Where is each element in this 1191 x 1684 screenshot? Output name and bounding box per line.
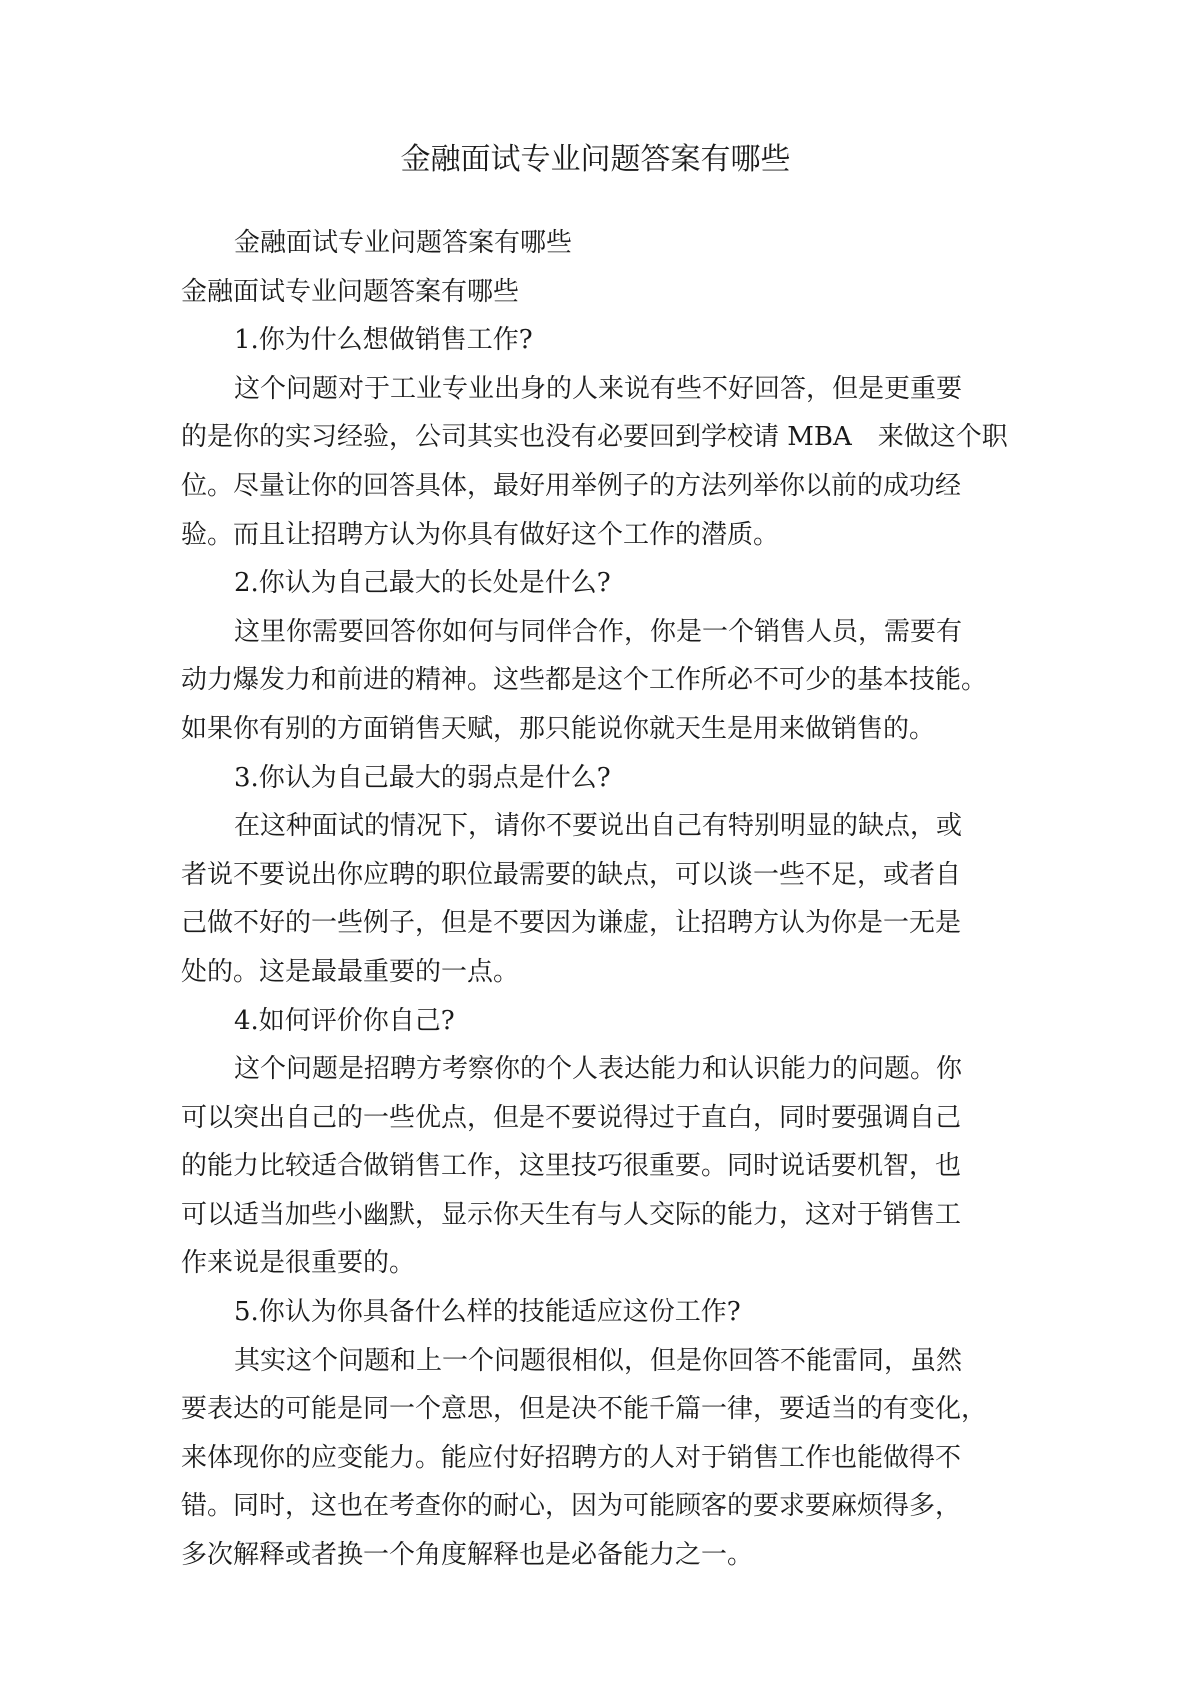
body-line: 错。同时，这也在考查你的耐心，因为可能顾客的要求要麻烦得多， xyxy=(181,1491,962,1522)
body-line: 动力爆发力和前进的精神。这些都是这个工作所必不可少的基本技能。 xyxy=(181,665,988,696)
question-heading: 3.你认为自己最大的弱点是什么? xyxy=(234,762,611,793)
body-line: 可以适当加些小幽默，显示你天生有与人交际的能力，这对于销售工 xyxy=(181,1199,962,1230)
body-line: 的是你的实习经验，公司其实也没有必要回到学校请 MBA 来做这个职 xyxy=(181,422,1008,453)
document-body xyxy=(181,219,1017,1580)
question-heading: 5.你认为你具备什么样的技能适应这份工作? xyxy=(234,1297,741,1328)
body-line: 金融面试专业问题答案有哪些 xyxy=(181,276,520,307)
body-line: 己做不好的一些例子，但是不要因为谦虚，让招聘方认为你是一无是 xyxy=(181,908,962,939)
document-title: 金融面试专业问题答案有哪些 xyxy=(400,142,791,177)
body-line: 如果你有别的方面销售天赋，那只能说你就天生是用来做销售的。 xyxy=(181,713,936,744)
body-line: 者说不要说出你应聘的职位最需要的缺点，可以谈一些不足，或者自 xyxy=(181,859,962,890)
body-line: 金融面试专业问题答案有哪些 xyxy=(234,228,573,258)
body-line: 来体现你的应变能力。能应付好招聘方的人对于销售工作也能做得不 xyxy=(181,1442,962,1473)
body-line: 这里你需要回答你如何与同伴合作，你是一个销售人员，需要有 xyxy=(234,616,963,647)
question-heading: 1.你为什么想做销售工作? xyxy=(234,325,533,356)
body-line: 位。尽量让你的回答具体，最好用举例子的方法列举你以前的成功经 xyxy=(181,470,962,501)
body-line: 要表达的可能是同一个意思，但是决不能千篇一律，要适当的有变化， xyxy=(181,1394,988,1425)
question-heading: 2.你认为自己最大的长处是什么? xyxy=(234,568,611,599)
question-heading: 4.如何评价你自己? xyxy=(234,1005,455,1036)
body-line: 可以突出自己的一些优点，但是不要说得过于直白，同时要强调自己 xyxy=(181,1102,962,1133)
body-line: 多次解释或者换一个角度解释也是必备能力之一。 xyxy=(181,1540,754,1571)
body-line: 在这种面试的情况下，请你不要说出自己有特别明显的缺点，或 xyxy=(234,811,963,842)
body-line: 处的。这是最最重要的一点。 xyxy=(181,956,520,987)
body-line: 这个问题对于工业专业出身的人来说有些不好回答，但是更重要 xyxy=(234,373,963,404)
body-line: 作来说是很重要的。 xyxy=(181,1248,416,1279)
body-line: 验。而且让招聘方认为你具有做好这个工作的潜质。 xyxy=(181,519,780,550)
body-line: 这个问题是招聘方考察你的个人表达能力和认识能力的问题。你 xyxy=(234,1054,963,1085)
body-line: 的能力比较适合做销售工作，这里技巧很重要。同时说话要机智，也 xyxy=(181,1151,962,1182)
body-line: 其实这个问题和上一个问题很相似，但是你回答不能雷同，虽然 xyxy=(234,1345,963,1376)
